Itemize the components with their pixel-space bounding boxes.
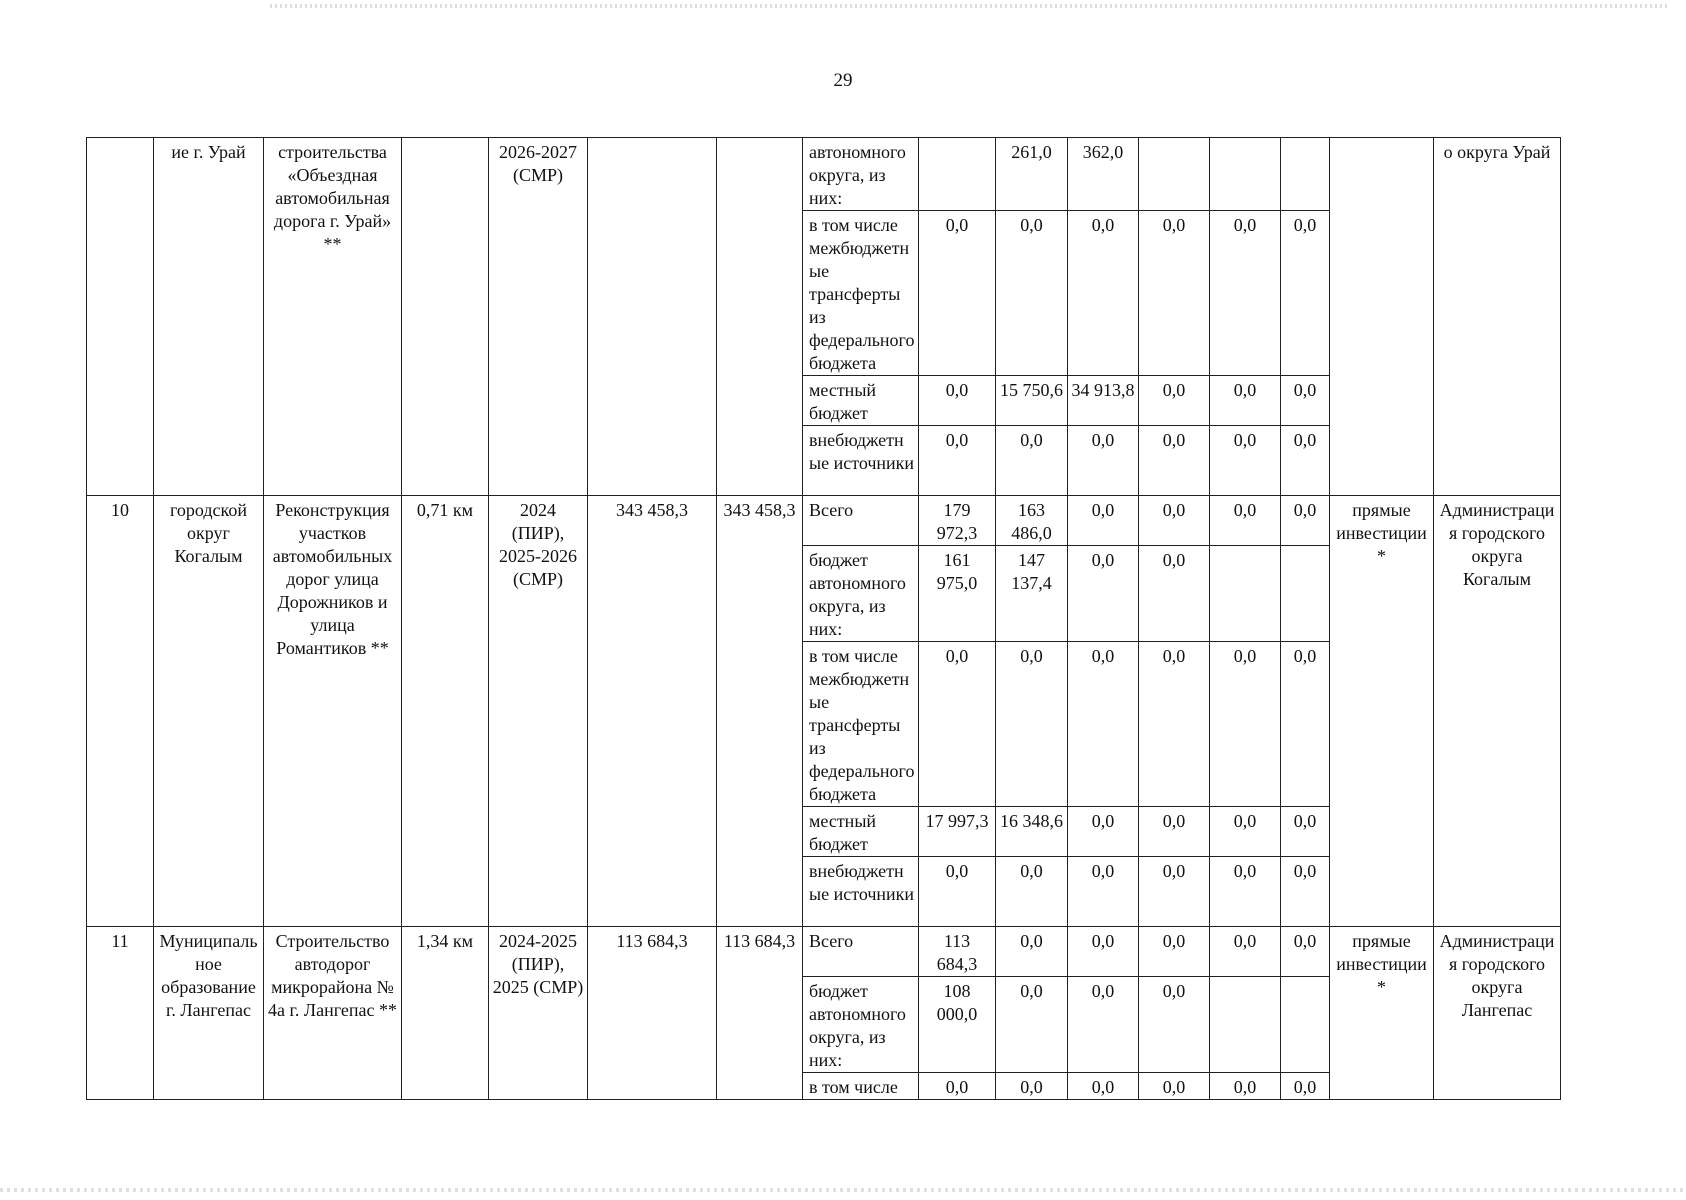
row-number	[87, 138, 154, 496]
value-cell: 0,0	[1068, 927, 1139, 977]
value-cell: 0,0	[1139, 642, 1210, 807]
funding-source: в том числе межбюджетные трансферты из федерального бюджета	[803, 642, 919, 807]
value-cell: 0,0	[1068, 496, 1139, 546]
value-cell	[1281, 546, 1330, 642]
remaining-cost-cell: 343 458,3	[717, 496, 803, 927]
value-cell: 0,0	[1139, 376, 1210, 426]
value-cell: 0,0	[1210, 496, 1281, 546]
municipality-cell: Муниципальное образование г. Лангепас	[154, 927, 264, 1100]
capacity-cell	[402, 138, 489, 496]
value-cell: 0,0	[1210, 857, 1281, 927]
funding-source: автономного округа, из них:	[803, 138, 919, 211]
municipality-cell: ие г. Урай	[154, 138, 264, 496]
value-cell: 0,0	[1139, 977, 1210, 1073]
value-cell	[1210, 977, 1281, 1073]
value-cell: 0,0	[1281, 496, 1330, 546]
remaining-cost-cell: 113 684,3	[717, 927, 803, 1100]
budget-table	[86, 137, 1561, 1100]
mechanism-cell	[1330, 138, 1434, 496]
capacity-cell: 0,71 км	[402, 496, 489, 927]
value-cell: 0,0	[996, 642, 1068, 807]
cost-cell: 343 458,3	[588, 496, 717, 927]
value-cell: 0,0	[1139, 426, 1210, 496]
value-cell: 362,0	[1068, 138, 1139, 211]
funding-source: в том числе межбюджетные трансферты из федерального бюджета	[803, 211, 919, 376]
page-number: 29	[833, 70, 853, 91]
value-cell: 0,0	[919, 426, 996, 496]
value-cell: 0,0	[996, 977, 1068, 1073]
value-cell	[919, 138, 996, 211]
value-cell: 0,0	[1210, 211, 1281, 376]
value-cell: 0,0	[1068, 211, 1139, 376]
mechanism-cell: прямые инвестиции *	[1330, 927, 1434, 1100]
scan-noise-bottom	[0, 1188, 1686, 1192]
value-cell: 179 972,3	[919, 496, 996, 546]
funding-source: в том числе	[803, 1073, 919, 1100]
value-cell: 0,0	[1068, 642, 1139, 807]
value-cell: 0,0	[1068, 546, 1139, 642]
value-cell: 0,0	[1210, 426, 1281, 496]
funding-source: внебюджетные источники	[803, 426, 919, 496]
value-cell: 0,0	[1281, 211, 1330, 376]
value-cell: 0,0	[1281, 426, 1330, 496]
value-cell: 0,0	[1210, 376, 1281, 426]
value-cell: 0,0	[1281, 642, 1330, 807]
value-cell: 17 997,3	[919, 807, 996, 857]
value-cell: 147 137,4	[996, 546, 1068, 642]
value-cell: 0,0	[1139, 211, 1210, 376]
value-cell: 108 000,0	[919, 977, 996, 1073]
value-cell: 0,0	[1281, 1073, 1330, 1100]
value-cell: 0,0	[1281, 927, 1330, 977]
funding-source: внебюджетные источники	[803, 857, 919, 927]
responsible-cell: Администрация городского округа Лангепас	[1434, 927, 1561, 1100]
value-cell: 0,0	[1068, 807, 1139, 857]
period-cell: 2024-2025 (ПИР), 2025 (СМР)	[489, 927, 588, 1100]
value-cell: 0,0	[919, 857, 996, 927]
value-cell: 0,0	[1281, 376, 1330, 426]
value-cell: 0,0	[1068, 1073, 1139, 1100]
value-cell: 0,0	[1210, 927, 1281, 977]
value-cell: 113 684,3	[919, 927, 996, 977]
funding-source: бюджет автономного округа, из них:	[803, 546, 919, 642]
value-cell: 0,0	[1281, 857, 1330, 927]
period-cell: 2026-2027 (СМР)	[489, 138, 588, 496]
funding-source: Всего	[803, 927, 919, 977]
cost-cell: 113 684,3	[588, 927, 717, 1100]
value-cell: 34 913,8	[1068, 376, 1139, 426]
remaining-cost-cell	[717, 138, 803, 496]
value-cell: 0,0	[1210, 1073, 1281, 1100]
value-cell: 161 975,0	[919, 546, 996, 642]
municipality-cell: городской округ Когалым	[154, 496, 264, 927]
value-cell: 0,0	[1139, 1073, 1210, 1100]
value-cell: 0,0	[1210, 642, 1281, 807]
value-cell: 0,0	[1139, 807, 1210, 857]
value-cell: 0,0	[919, 211, 996, 376]
value-cell: 0,0	[919, 642, 996, 807]
value-cell: 0,0	[996, 927, 1068, 977]
cost-cell	[588, 138, 717, 496]
value-cell: 16 348,6	[996, 807, 1068, 857]
value-cell	[1210, 546, 1281, 642]
value-cell: 0,0	[1139, 857, 1210, 927]
value-cell: 15 750,6	[996, 376, 1068, 426]
period-cell: 2024 (ПИР), 2025-2026 (СМР)	[489, 496, 588, 927]
value-cell: 0,0	[1068, 977, 1139, 1073]
funding-source: Всего	[803, 496, 919, 546]
value-cell: 0,0	[1139, 496, 1210, 546]
row-number: 10	[87, 496, 154, 927]
value-cell: 0,0	[1139, 927, 1210, 977]
value-cell	[1281, 977, 1330, 1073]
project-cell: строительства «Объездная автомобильная дорога г. Урай» **	[264, 138, 402, 496]
value-cell: 0,0	[1210, 807, 1281, 857]
value-cell: 261,0	[996, 138, 1068, 211]
value-cell: 0,0	[1139, 546, 1210, 642]
funding-source: местный бюджет	[803, 807, 919, 857]
project-cell: Реконструкция участков автомобильных дорог улица Дорожников и улица Романтиков **	[264, 496, 402, 927]
mechanism-cell: прямые инвестиции *	[1330, 496, 1434, 927]
funding-source: бюджет автономного округа, из них:	[803, 977, 919, 1073]
value-cell: 0,0	[919, 376, 996, 426]
capacity-cell: 1,34 км	[402, 927, 489, 1100]
value-cell: 0,0	[1281, 807, 1330, 857]
value-cell: 0,0	[1068, 857, 1139, 927]
value-cell: 0,0	[996, 426, 1068, 496]
row-number: 11	[87, 927, 154, 1100]
table-row	[87, 496, 1561, 546]
value-cell: 0,0	[1068, 426, 1139, 496]
value-cell	[1210, 138, 1281, 211]
value-cell	[1281, 138, 1330, 211]
responsible-cell: о округа Урай	[1434, 138, 1561, 496]
value-cell: 0,0	[996, 857, 1068, 927]
responsible-cell: Администрация городского округа Когалым	[1434, 496, 1561, 927]
value-cell	[1139, 138, 1210, 211]
value-cell: 0,0	[919, 1073, 996, 1100]
table-row	[87, 138, 1561, 211]
scan-noise-top	[270, 4, 1670, 8]
value-cell: 163 486,0	[996, 496, 1068, 546]
table-row	[87, 927, 1561, 977]
project-cell: Строительство автодорог микрорайона № 4а г. Лангепас **	[264, 927, 402, 1100]
funding-source: местный бюджет	[803, 376, 919, 426]
value-cell: 0,0	[996, 1073, 1068, 1100]
value-cell: 0,0	[996, 211, 1068, 376]
